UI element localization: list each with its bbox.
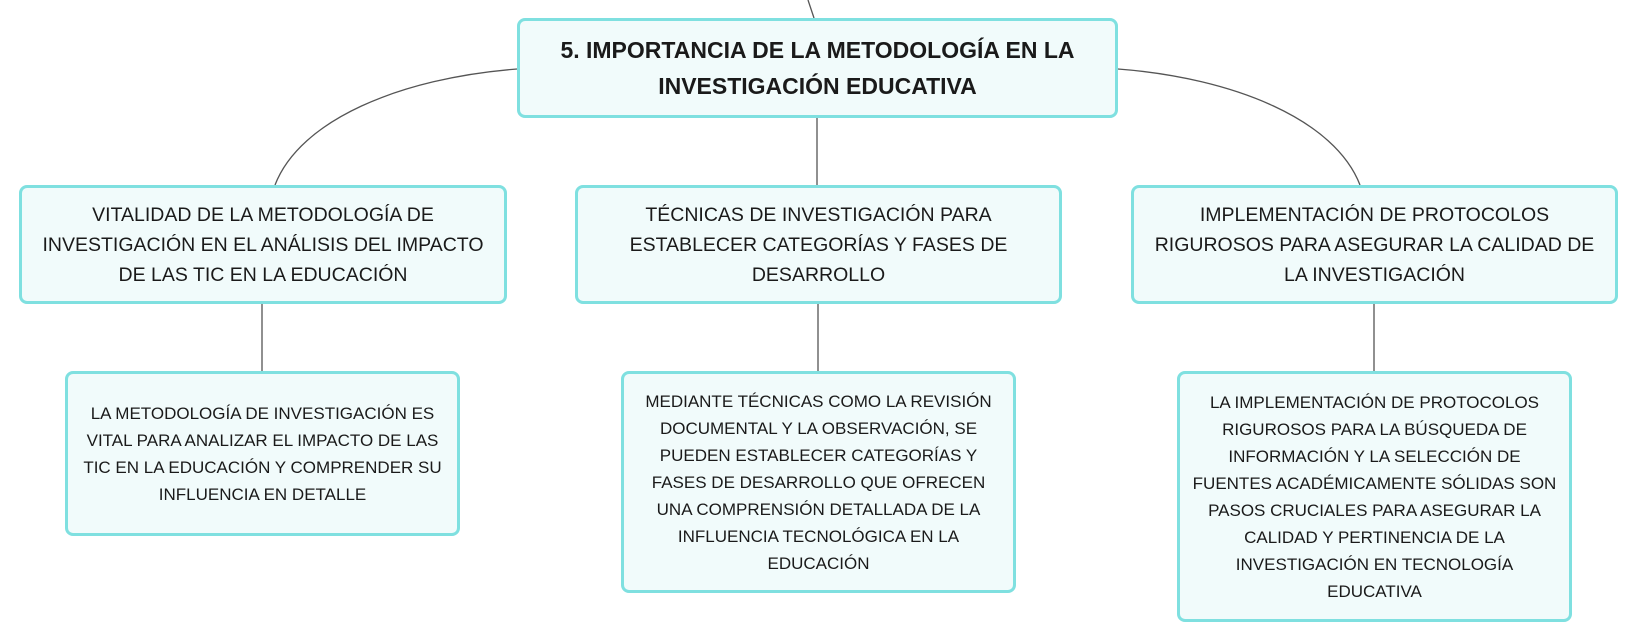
connector-root-to-right (1118, 69, 1360, 185)
topic-node-text: IMPLEMENTACIÓN DE PROTOCOLOS RIGUROSOS PARA ASEGURAR LA CALIDAD DE LA INVESTIGACIÓN (1154, 203, 1595, 286)
root-topic[interactable] (517, 18, 1118, 118)
detail-node-text: LA METODOLOGÍA DE INVESTIGACIÓN ES VITAL PARA ANALIZAR EL IMPACTO DE LAS TIC EN LA EDUCACIÓN Y COMPRENDER SU INFLUENCIA EN DETALLE (83, 403, 442, 504)
topic-node-text: VITALIDAD DE LA METODOLOGÍA DE INVESTIGACIÓN EN EL ANÁLISIS DEL IMPACTO DE LAS TIC EN LA EDUCACIÓN (42, 203, 484, 286)
detail-node-text: MEDIANTE TÉCNICAS COMO LA REVISIÓN DOCUMENTAL Y LA OBSERVACIÓN, SE PUEDEN ESTABLECER CATEGORÍAS Y FASES DE DESARROLLO QUE OFRECEN UNA COMPRENSIÓN DETALLADA DE LA INFLUENCIA TECNOLÓGICA EN LA EDUCACIÓN (645, 391, 992, 573)
topic-node-text: TÉCNICAS DE INVESTIGACIÓN PARA ESTABLECER CATEGORÍAS Y FASES DE DESARROLLO (629, 203, 1008, 286)
connector-root-to-left (275, 69, 517, 185)
connector-from-parent (808, 0, 814, 18)
topic-node-vitalidad[interactable] (19, 185, 507, 304)
topic-node-protocolos[interactable] (1131, 185, 1618, 304)
detail-node-vitalidad[interactable] (65, 371, 460, 536)
topic-node-tecnicas[interactable] (575, 185, 1062, 304)
detail-node-text: LA IMPLEMENTACIÓN DE PROTOCOLOS RIGUROSOS PARA LA BÚSQUEDA DE INFORMACIÓN Y LA SELECCIÓN DE FUENTES ACADÉMICAMENTE SÓLIDAS SON PASOS CRUCIALES PARA ASEGURAR LA CALIDAD Y PERTINENCIA DE LA INVESTIGACIÓN EN TECNOLOGÍA EDUCATIVA (1192, 392, 1557, 601)
detail-node-tecnicas[interactable] (621, 371, 1016, 593)
detail-node-protocolos[interactable] (1177, 371, 1572, 622)
root-topic-text: 5. IMPORTANCIA DE LA METODOLOGÍA EN LA INVESTIGACIÓN EDUCATIVA (560, 37, 1075, 99)
